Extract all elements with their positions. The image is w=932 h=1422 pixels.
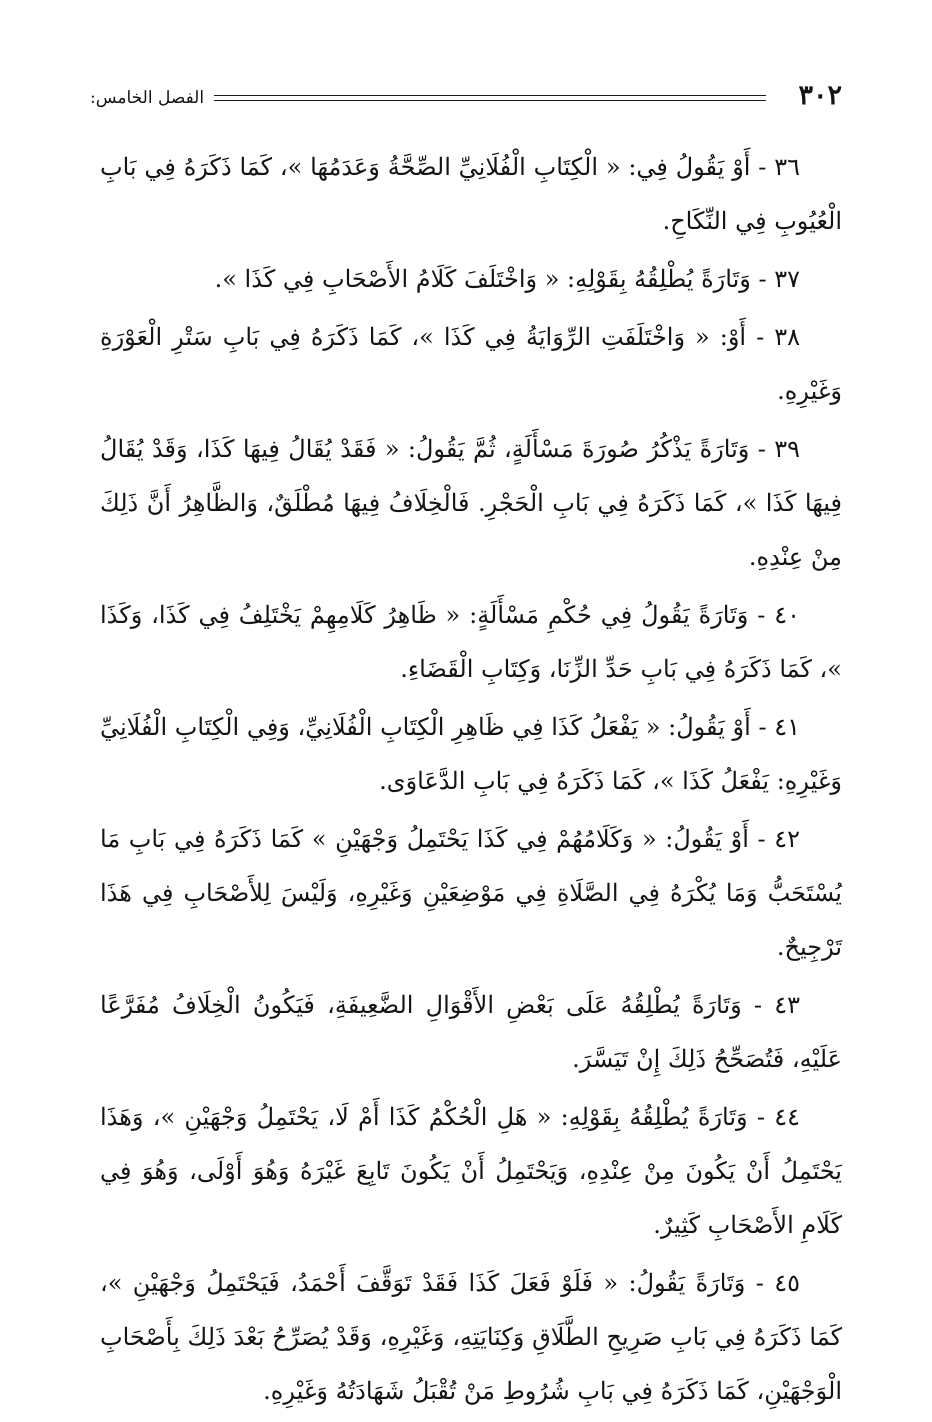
paragraph-37: ٣٧ - وَتَارَةً يُطْلِقُهُ بِقَوْلِهِ: « وَاخْتَلَفَ كَلَامُ الأَصْحَابِ فِي كَذَا ». [214,265,800,293]
paragraph-38: ٣٨ - أَوْ: « وَاخْتَلَفَتِ الرِّوَايَةُ فِي كَذَا »، كَمَا ذَكَرَهُ فِي بَابِ سَتْرِ الْعَوْرَةِ وَغَيْرِهِ. [100,323,842,405]
paragraph-36: ٣٦ - أَوْ يَقُولُ فِي: « الْكِتَابِ الْفُلَانِيِّ الصِّحَّةُ وَعَدَمُهَا »، كَمَا ذَكَرَهُ فِي بَابِ الْعُيُوبِ فِي النِّكَاحِ. [100,153,842,235]
paragraph-45: ٤٥ - وَتَارَةً يَقُولُ: « فَلَوْ فَعَلَ كَذَا فَقَدْ تَوَقَّفَ أَحْمَدُ، فَيَحْتَمِلُ وَجْهَيْنِ »، كَمَا ذَكَرَهُ فِي بَابِ صَرِيحِ الطَّلَاقِ وَكِنَايَتِهِ، وَغَيْرِهِ، وَقَدْ يُصَرِّحُ بَعْدَ ذَلِكَ بِأَصْحَابِ الْوَجْهَيْنِ، كَمَا ذَكَرَهُ فِي بَابِ شُرُوطِ مَنْ تُقْبَلُ شَهَادَتُهُ وَغَيْرِهِ. [100,1269,842,1405]
paragraph-42: ٤٢ - أَوْ يَقُولُ: « وَكَلَامُهُمْ فِي كَذَا يَحْتَمِلُ وَجْهَيْنِ » كَمَا ذَكَرَهُ فِي بَابِ مَا يُسْتَحَبُّ وَمَا يُكْرَهُ فِي الصَّلَاةِ فِي مَوْضِعَيْنِ وَغَيْرِهِ، وَلَيْسَ لِلأَصْحَابِ فِي هَذَا تَرْجِيحٌ. [100,825,842,961]
header-rule [214,95,766,96]
paragraph-44: ٤٤ - وَتَارَةً يُطْلِقُهُ بِقَوْلِهِ: « هَلِ الْحُكْمُ كَذَا أَمْ لَا، يَحْتَمِلُ وَجْهَيْنِ »، وَهَذَا يَحْتَمِلُ أَنْ يَكُونَ مِنْ عِنْدِهِ، وَيَحْتَمِلُ أَنْ يَكُونَ تَابِعَ غَيْرَهُ وَهُوَ أَوْلَى، وَهُوَ فِي كَلَامِ الأَصْحَابِ كَثِيرٌ. [100,1103,842,1239]
header-rule [214,100,766,101]
paragraph-39: ٣٩ - وَتَارَةً يَذْكُرُ صُورَةَ مَسْأَلَةٍ، ثُمَّ يَقُولُ: « فَقَدْ يُقَالُ فِيهَا كَذَا، وَقَدْ يُقَالُ فِيهَا كَذَا »، كَمَا ذَكَرَهُ فِي بَابِ الْحَجْرِ. فَالْخِلَافُ فِيهَا مُطْلَقٌ، وَالظَّاهِرُ أَنَّ ذَلِكَ مِنْ عِنْدِهِ. [100,435,842,571]
page-body [100,140,842,1422]
chapter-title: الفصل الخامس: [90,88,205,108]
paragraph-41: ٤١ - أَوْ يَقُولُ: « يَفْعَلُ كَذَا فِي ظَاهِرِ الْكِتَابِ الْفُلَانِيِّ، وَفِي الْكِتَابِ الْفُلَانِيِّ وَغَيْرِهِ: يَفْعَلُ كَذَا »، كَمَا ذَكَرَهُ فِي بَابِ الدَّعَاوَى. [100,713,842,795]
paragraph-43: ٤٣ - وَتَارَةً يُطْلِقُهُ عَلَى بَعْضِ الأَقْوَالِ الضَّعِيفَةِ، فَيَكُونُ الْخِلَافُ مُفَرَّعًا عَلَيْهِ، فَتُصَحِّحُ ذَلِكَ إِنْ تَيَسَّرَ. [100,991,842,1073]
paragraph-40: ٤٠ - وَتَارَةً يَقُولُ فِي حُكْمِ مَسْأَلَةٍ: « ظَاهِرُ كَلَامِهِمْ يَخْتَلِفُ فِي كَذَا، وَكَذَا »، كَمَا ذَكَرَهُ فِي بَابِ حَدِّ الزِّنَا، وَكِتَابِ الْقَضَاءِ. [100,601,842,683]
page-header [90,78,842,118]
page-number: ٣٠٢ [798,80,842,111]
